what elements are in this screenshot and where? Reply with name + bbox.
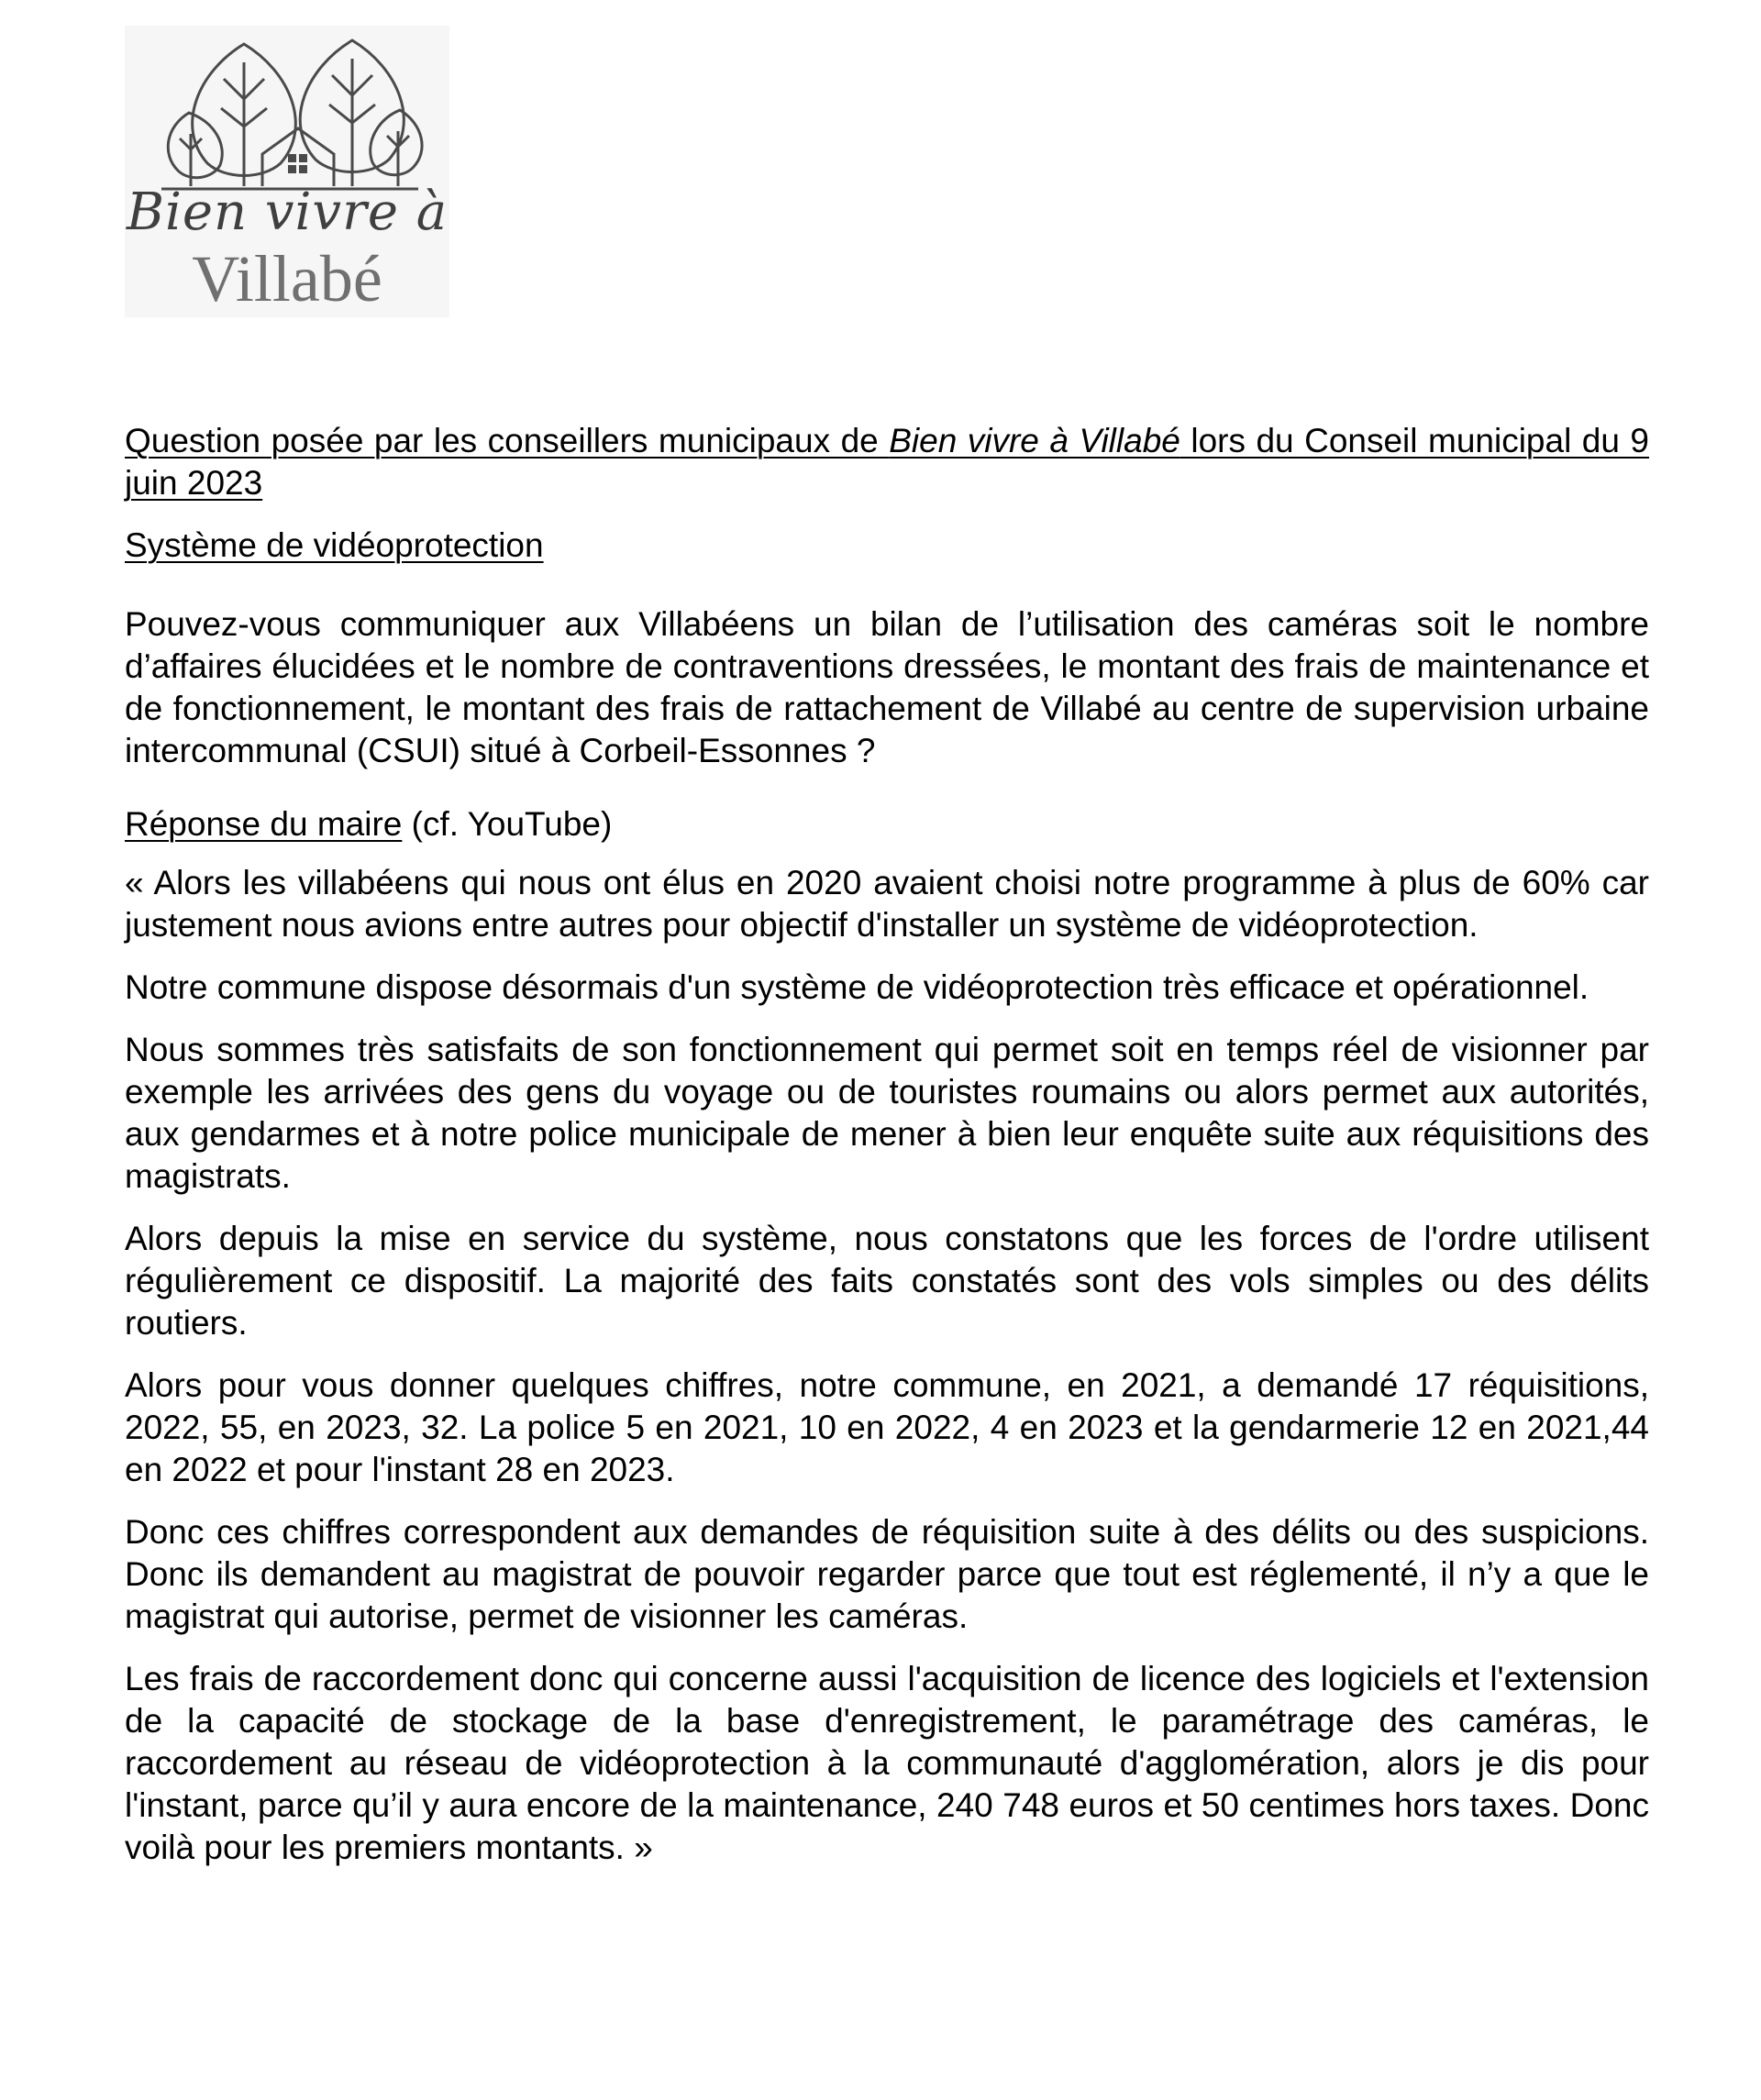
response-paragraph: Alors pour vous donner quelques chiffres, notre commune, en 2021, a demandé 17 réquisitions, 2022, 55, en 2023, 32. La police 5 en 2021, 10 en 2022, 4 en 2023 et la gendarmerie 12 en 2021,44 en 2022 et pour l'instant 28 en 2023. xyxy=(125,1366,1649,1488)
response-source: (cf. YouTube) xyxy=(402,805,613,843)
question-title xyxy=(125,420,1649,504)
logo xyxy=(125,26,449,317)
logo-script: Bien vivre à xyxy=(126,182,449,242)
response-heading-text: Réponse du maire xyxy=(125,805,403,843)
response-heading xyxy=(125,803,1649,846)
response-paragraph: Alors depuis la mise en service du système, nous constatons que les forces de l'ordre utilisent régulièrement ce dispositif. La majorité des faits constatés sont des vols simples ou des délits routiers. xyxy=(125,1220,1649,1342)
question-body: Pouvez-vous communiquer aux Villabéens un bilan de l’utilisation des caméras soit le nombre d’affaires élucidées et le nombre de contraventions dressées, le montant des frais de maintenance et de fonctionnement, le montant des frais de rattachement de Villabé au centre de supervision urbaine intercommunal (CSUI) situé à Corbeil-Essonnes ? xyxy=(125,605,1649,769)
response-paragraph: Les frais de raccordement donc qui concerne aussi l'acquisition de licence des logiciels et l'extension de la capacité de stockage de la base d'enregistrement, le paramétrage des caméras, le raccordement au réseau de vidéoprotection à la communauté d'agglomération, alors je dis pour l'instant, parce qu’il y aura encore de la maintenance, 240 748 euros et 50 centimes hors taxes. Donc voilà pour les premiers montants. » xyxy=(125,1660,1649,1866)
document-body xyxy=(125,420,1649,1889)
question-subject xyxy=(125,525,1649,567)
response-paragraph: « Alors les villabéens qui nous ont élus en 2020 avaient choisi notre programme à plus de 60% car justement nous avions entre autres pour objectif d'installer un système de vidéoprotection. xyxy=(125,864,1649,944)
response-paragraph: Notre commune dispose désormais d'un système de vidéoprotection très efficace et opérationnel. xyxy=(125,968,1589,1006)
question-subject-text: Système de vidéoprotection xyxy=(125,526,544,564)
response-paragraph: Donc ces chiffres correspondent aux demandes de réquisition suite à des délits ou des suspicions. Donc ils demandent au magistrat de pouvoir regarder parce que tout est réglementé, il n’y a que le magistrat qui autorise, permet de visionner les caméras. xyxy=(125,1513,1649,1635)
logo-name: Villabé xyxy=(192,242,382,315)
question-title-part1: Question posée par les conseillers municipaux de xyxy=(125,422,890,459)
response-paragraph: Nous sommes très satisfaits de son fonctionnement qui permet soit en temps réel de visionner par exemple les arrivées des gens du voyage ou de touristes roumains ou alors permet aux autorités, aux gendarmes et à notre police municipale de mener à bien leur enquête suite aux réquisitions des magistrats. xyxy=(125,1031,1649,1195)
trees-house-icon xyxy=(125,26,449,200)
question-title-italic: Bien vivre à Villabé xyxy=(889,422,1180,459)
question-title-part2: lors du Conseil municipal du 9 juin 2023 xyxy=(125,422,1650,502)
